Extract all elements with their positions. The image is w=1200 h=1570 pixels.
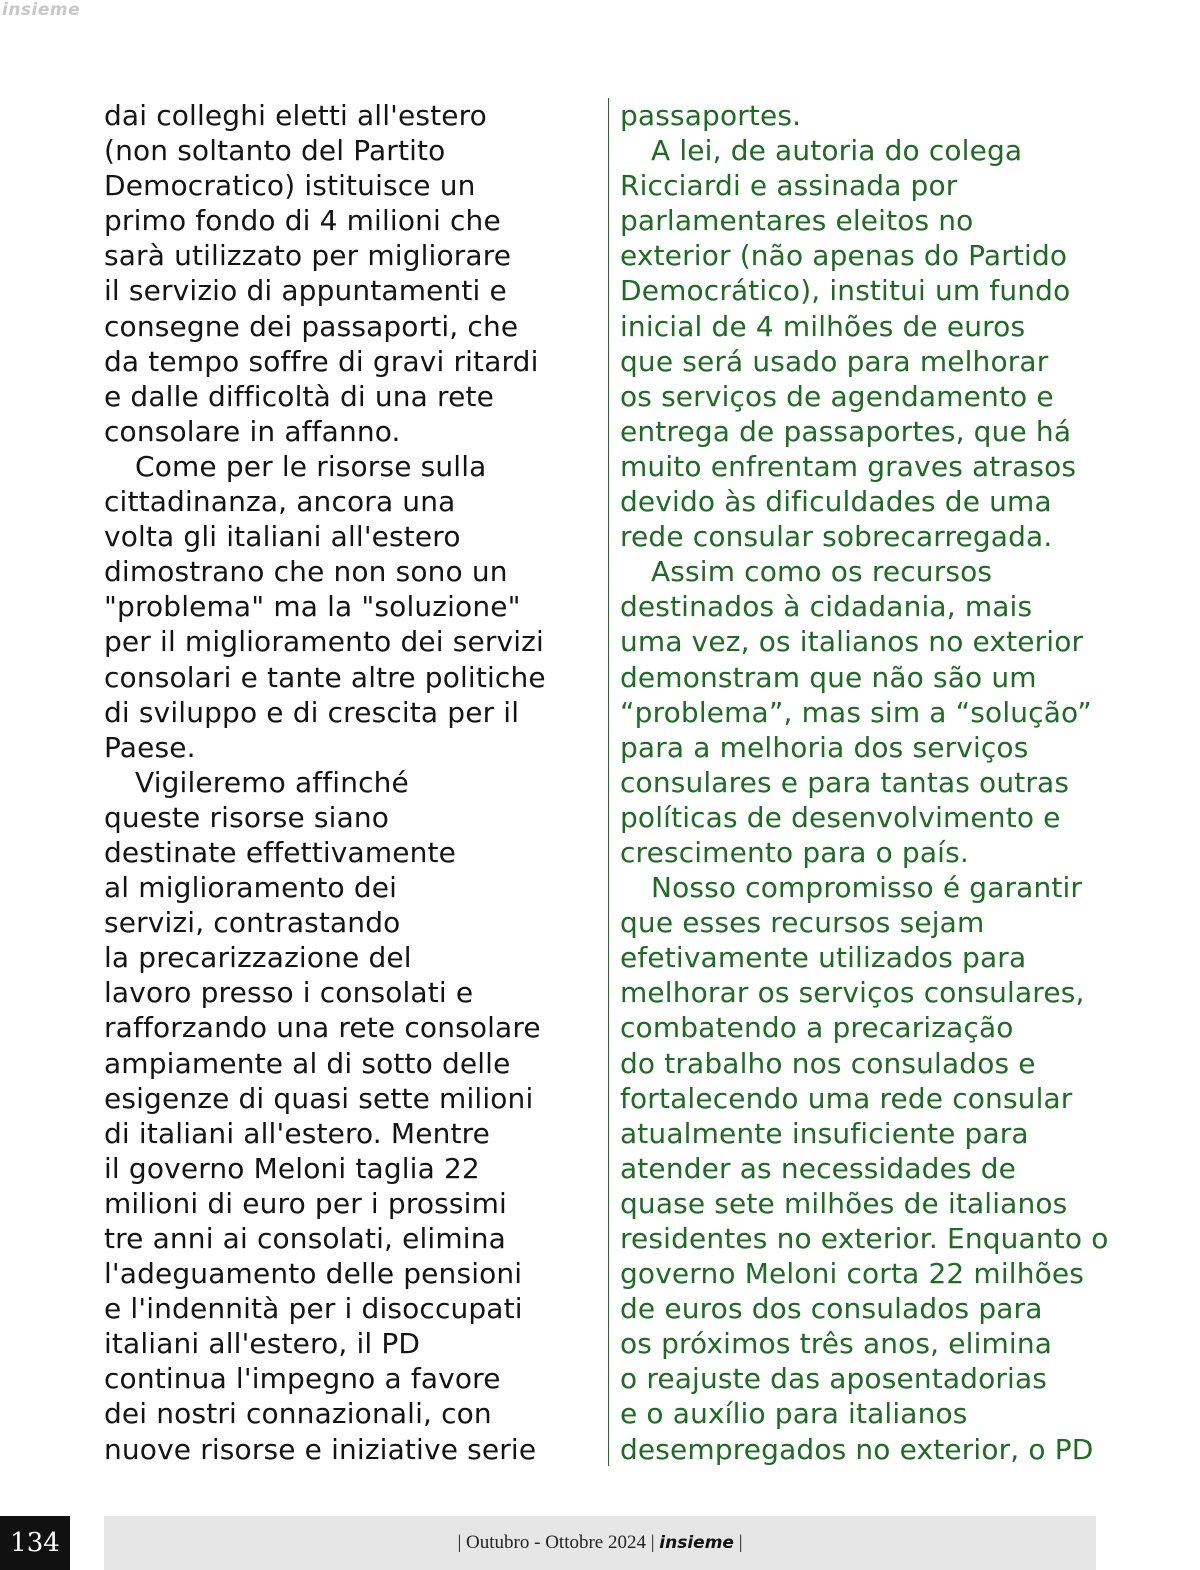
text-line: Democratico) istituisce un bbox=[104, 169, 476, 203]
text-line: que esses recursos sejam bbox=[620, 906, 985, 940]
paragraph-start-line: Come per le risorse sulla bbox=[135, 449, 487, 483]
text-line: exterior (não apenas do Partido bbox=[620, 239, 1068, 273]
text-line: servizi, contrastando bbox=[104, 906, 401, 940]
paragraph-start-line: Assim como os recursos bbox=[651, 555, 993, 589]
footer-bar bbox=[104, 1516, 1096, 1570]
paragraph-start-line: Vigileremo affinché bbox=[135, 765, 409, 799]
text-line: combatendo a precarização bbox=[620, 1011, 1014, 1045]
footer-brand-logo: insieme bbox=[659, 1533, 734, 1553]
text-line: tre anni ai consolati, elimina bbox=[104, 1222, 506, 1255]
text-line: muito enfrentam graves atrasos bbox=[620, 449, 1077, 483]
text-line: uma vez, os italianos no exterior bbox=[620, 625, 1084, 659]
text-line: milioni di euro per i prossimi bbox=[104, 1186, 507, 1220]
text-line: nuove risorse e iniziative serie bbox=[104, 1432, 537, 1466]
text-line: atualmente insuficiente para bbox=[620, 1116, 1029, 1150]
text-line: volta gli italiani all'estero bbox=[104, 520, 461, 554]
text-line: quase sete milhões de italianos bbox=[620, 1186, 1068, 1220]
text-line: políticas de desenvolvimento e bbox=[620, 800, 1061, 834]
text-line: atender as necessidades de bbox=[620, 1151, 1017, 1185]
text-line: queste risorse siano bbox=[104, 800, 390, 834]
text-line: governo Meloni corta 22 milhões bbox=[620, 1257, 1084, 1291]
text-line: e dalle difficoltà di una rete bbox=[104, 379, 494, 413]
text-line: que será usado para melhorar bbox=[620, 344, 1049, 378]
text-line: consulares e para tantas outras bbox=[620, 765, 1070, 799]
text-line: continua l'impegno a favore bbox=[104, 1362, 501, 1396]
text-line: il governo Meloni taglia 22 bbox=[104, 1151, 480, 1185]
text-line: fortalecendo uma rede consular bbox=[620, 1081, 1073, 1115]
right-column-portuguese bbox=[620, 98, 1109, 1467]
text-line: il servizio di appuntamenti e bbox=[104, 274, 507, 308]
text-line: parlamentares eleitos no bbox=[620, 204, 974, 238]
text-line: inicial de 4 milhões de euros bbox=[620, 309, 1026, 343]
text-line: esigenze di quasi sette milioni bbox=[104, 1081, 534, 1115]
text-line: consolare in affanno. bbox=[104, 414, 401, 448]
text-line: o reajuste das aposentadorias bbox=[620, 1362, 1048, 1396]
header-brand-logo: insieme bbox=[2, 0, 81, 20]
text-line: destinate effettivamente bbox=[104, 835, 457, 869]
text-line: rafforzando una rete consolare bbox=[104, 1011, 541, 1045]
text-line: os próximos três anos, elimina bbox=[620, 1327, 1053, 1361]
text-line: (non soltanto del Partito bbox=[104, 134, 446, 168]
text-line: lavoro presso i consolati e bbox=[104, 976, 474, 1010]
text-line: Ricciardi e assinada por bbox=[620, 169, 958, 203]
text-line: residentes no exterior. Enquanto o bbox=[620, 1222, 1109, 1255]
page-number: 134 bbox=[0, 1516, 70, 1570]
text-line: italiani all'estero, il PD bbox=[104, 1327, 421, 1361]
text-line: Paese. bbox=[104, 730, 196, 764]
text-line: “problema”, mas sim a “solução” bbox=[620, 695, 1092, 729]
text-line: de euros dos consulados para bbox=[620, 1292, 1043, 1326]
text-line: l'adeguamento delle pensioni bbox=[104, 1257, 523, 1291]
text-line: crescimento para o país. bbox=[620, 835, 969, 869]
footer-separator: | bbox=[738, 1532, 743, 1553]
text-line: passaportes. bbox=[620, 99, 802, 132]
text-line: ampiamente al di sotto delle bbox=[104, 1046, 511, 1080]
text-line: dimostrano che non sono un bbox=[104, 555, 508, 589]
text-line: efetivamente utilizados para bbox=[620, 941, 1027, 975]
footer-issue-date: | Outubro - Ottobre 2024 | bbox=[457, 1532, 655, 1553]
text-line: di sviluppo e di crescita per il bbox=[104, 695, 520, 729]
text-line: e o auxílio para italianos bbox=[620, 1397, 968, 1431]
left-column-italian bbox=[104, 98, 594, 1467]
text-line: consolari e tante altre politiche bbox=[104, 660, 546, 694]
text-line: devido às dificuldades de uma bbox=[620, 485, 1052, 519]
text-line: da tempo soffre di gravi ritardi bbox=[104, 344, 539, 378]
text-line: entrega de passaportes, que há bbox=[620, 414, 1072, 448]
text-line: para a melhoria dos serviços bbox=[620, 730, 1029, 764]
text-line: sarà utilizzato per migliorare bbox=[104, 239, 512, 273]
paragraph-start-line: Nosso compromisso é garantir bbox=[651, 871, 1083, 905]
text-line: dei nostri connazionali, con bbox=[104, 1397, 492, 1431]
text-line: e l'indennità per i disoccupati bbox=[104, 1292, 523, 1326]
text-line: al miglioramento dei bbox=[104, 871, 398, 905]
text-line: cittadinanza, ancora una bbox=[104, 485, 456, 519]
column-divider bbox=[608, 98, 609, 1466]
text-line: do trabalho nos consulados e bbox=[620, 1046, 1036, 1080]
text-line: primo fondo di 4 milioni che bbox=[104, 204, 501, 238]
text-line: os serviços de agendamento e bbox=[620, 379, 1054, 413]
text-line: desempregados no exterior, o PD bbox=[620, 1432, 1094, 1466]
text-line: la precarizzazione del bbox=[104, 941, 412, 975]
text-line: melhorar os serviços consulares, bbox=[620, 976, 1085, 1010]
text-line: consegne dei passaporti, che bbox=[104, 309, 519, 343]
text-line: rede consular sobrecarregada. bbox=[620, 520, 1053, 554]
text-line: destinados à cidadania, mais bbox=[620, 590, 1033, 624]
text-line: Democrático), institui um fundo bbox=[620, 274, 1071, 308]
text-line: per il miglioramento dei servizi bbox=[104, 625, 544, 659]
text-line: "problema" ma la "soluzione" bbox=[104, 590, 521, 624]
text-line: demonstram que não são um bbox=[620, 660, 1037, 694]
text-line: dai colleghi eletti all'estero bbox=[104, 99, 487, 132]
text-line: di italiani all'estero. Mentre bbox=[104, 1116, 491, 1150]
paragraph-start-line: A lei, de autoria do colega bbox=[651, 134, 1023, 168]
